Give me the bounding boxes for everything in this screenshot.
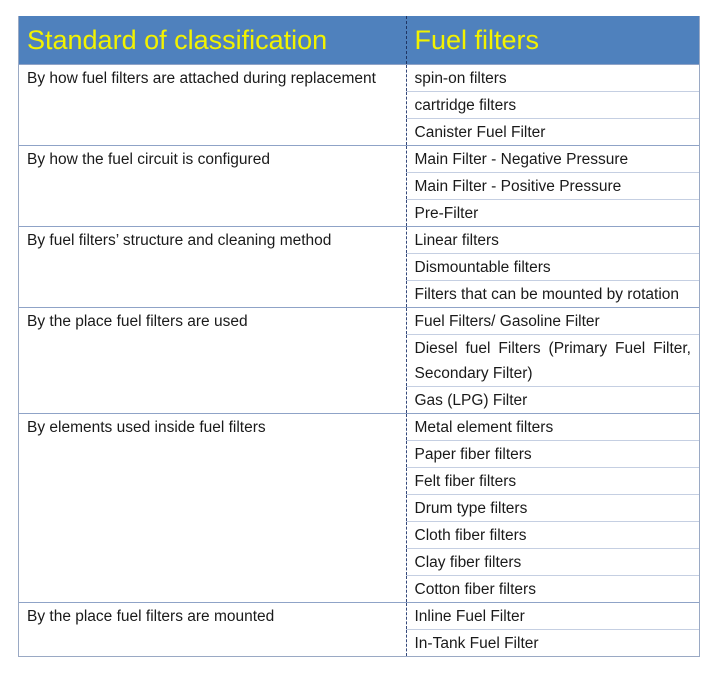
fuel-filter-type-cell: Main Filter - Positive Pressure (406, 173, 699, 200)
fuel-filter-type-cell: Pre-Filter (406, 200, 699, 227)
header-row (19, 16, 699, 65)
classification-standard-cell: By how fuel filters are attached during replacement (19, 65, 406, 146)
classification-standard-cell: By fuel filters’ structure and cleaning method (19, 227, 406, 308)
table-row (19, 308, 699, 335)
fuel-filter-type-cell: Cloth fiber filters (406, 522, 699, 549)
fuel-filter-classification-table (19, 16, 699, 656)
table-header (19, 16, 699, 65)
classification-standard-cell: By elements used inside fuel filters (19, 414, 406, 603)
fuel-filter-type-cell: Canister Fuel Filter (406, 119, 699, 146)
fuel-filter-type-cell: Main Filter - Negative Pressure (406, 146, 699, 173)
fuel-filter-type-cell: Paper fiber filters (406, 441, 699, 468)
header-standard-of-classification: Standard of classification (19, 16, 406, 65)
classification-standard-cell: By the place fuel filters are mounted (19, 603, 406, 657)
fuel-filter-type-cell: Fuel Filters/ Gasoline Filter (406, 308, 699, 335)
fuel-filter-type-cell: Metal element filters (406, 414, 699, 441)
fuel-filter-type-cell: In-Tank Fuel Filter (406, 630, 699, 657)
fuel-filter-type-cell: cartridge filters (406, 92, 699, 119)
classification-standard-cell: By how the fuel circuit is configured (19, 146, 406, 227)
fuel-filter-type-cell: spin-on filters (406, 65, 699, 92)
fuel-filter-type-cell: Dismountable filters (406, 254, 699, 281)
fuel-filter-type-cell: Clay fiber filters (406, 549, 699, 576)
fuel-filter-type-cell: Linear filters (406, 227, 699, 254)
fuel-filter-type-cell: Diesel fuel Filters (Primary Fuel Filter, Secondary Filter) (406, 335, 699, 387)
fuel-filter-type-cell: Cotton fiber filters (406, 576, 699, 603)
fuel-filter-type-cell: Filters that can be mounted by rotation (406, 281, 699, 308)
header-fuel-filters: Fuel filters (406, 16, 699, 65)
fuel-filter-type-cell: Inline Fuel Filter (406, 603, 699, 630)
table-body (19, 65, 699, 657)
table-row (19, 65, 699, 92)
fuel-filter-type-cell: Drum type filters (406, 495, 699, 522)
fuel-filter-type-cell: Felt fiber filters (406, 468, 699, 495)
classification-standard-cell: By the place fuel filters are used (19, 308, 406, 414)
table-row (19, 603, 699, 630)
table-row (19, 227, 699, 254)
fuel-filter-type-cell: Gas (LPG) Filter (406, 387, 699, 414)
classification-table-container (18, 16, 700, 657)
table-row (19, 414, 699, 441)
table-row (19, 146, 699, 173)
